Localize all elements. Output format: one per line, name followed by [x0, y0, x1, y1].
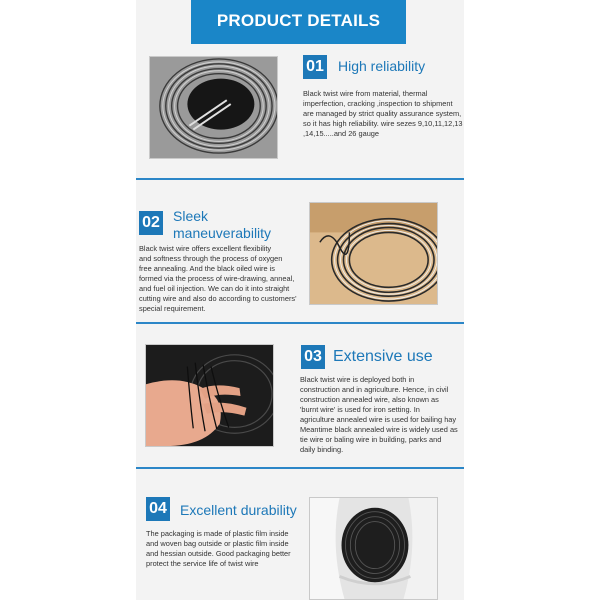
section-divider: [136, 322, 464, 324]
section-divider: [136, 178, 464, 180]
section-body-03: [300, 375, 466, 455]
body-line: Black twist wire offers excellent flexibility: [139, 244, 272, 253]
body-line: ,14,15.....and 26 gauge: [303, 129, 380, 138]
section-divider: [136, 467, 464, 469]
body-line: tie wire or baling wire in building, parks and: [300, 435, 442, 444]
body-line: formed via the process of wire-drawing, anneal,: [139, 274, 295, 283]
body-line: 'burnt wire' is used for iron setting. In: [300, 405, 420, 414]
section-title-sleek: Sleek: [173, 208, 209, 224]
body-line: and fuel oil injection. We can do it into straight: [139, 284, 290, 293]
body-line: Black twist wire from material, thermal: [303, 89, 428, 98]
wire-coil-photo: [149, 56, 278, 159]
body-line: Black twist wire is deployed both in: [300, 375, 415, 384]
section-body-02: [139, 244, 307, 314]
body-line: Meantime black annealed wire is widely used as: [300, 425, 458, 434]
section-title-maneuverability: maneuverability: [173, 225, 272, 241]
packaged-wire-photo: [309, 497, 438, 600]
body-line: construction annealed wire, also known as: [300, 395, 439, 404]
section-number-04: 04: [146, 497, 170, 521]
page-title: PRODUCT DETAILS: [216, 11, 381, 30]
section-title-high-reliability: High reliability: [338, 58, 426, 74]
hand-holding-wire-photo: [145, 344, 274, 447]
section-number-02: 02: [139, 211, 163, 235]
section-title-excellent-durability: Excellent durability: [180, 502, 297, 518]
body-line: are managed by strict quality assurance system,: [303, 109, 462, 118]
section-body-04: [146, 529, 306, 569]
twisted-wire-coil-photo: [309, 202, 438, 305]
section-number-03: 03: [301, 345, 325, 369]
body-line: special requirement.: [139, 304, 206, 313]
body-line: and softness through the process of oxygen: [139, 254, 283, 263]
body-line: daily binding.: [300, 445, 344, 454]
section-body-01: [303, 89, 466, 139]
body-line: and woven bag outside or plastic film inside: [146, 539, 289, 548]
section-number-01: 01: [303, 55, 327, 79]
body-line: so it has high reliability. wire sezes 9,10,11,12,13: [303, 119, 463, 128]
body-line: imperfection, cracking ,inspection to shipment: [303, 99, 453, 108]
body-line: cutting wire and also do according to customers': [139, 294, 297, 303]
body-line: free annealing. And the black oiled wire is: [139, 264, 275, 273]
section-title-extensive-use: Extensive use: [333, 348, 433, 365]
body-line: protect the service life of twist wire: [146, 559, 259, 568]
body-line: construction and in agriculture. Hence, in civil: [300, 385, 449, 394]
body-line: and hessian outside. Good packaging better: [146, 549, 291, 558]
body-line: The packaging is made of plastic film inside: [146, 529, 289, 538]
body-line: agriculture annealed wire is used for bailing hay: [300, 415, 457, 424]
